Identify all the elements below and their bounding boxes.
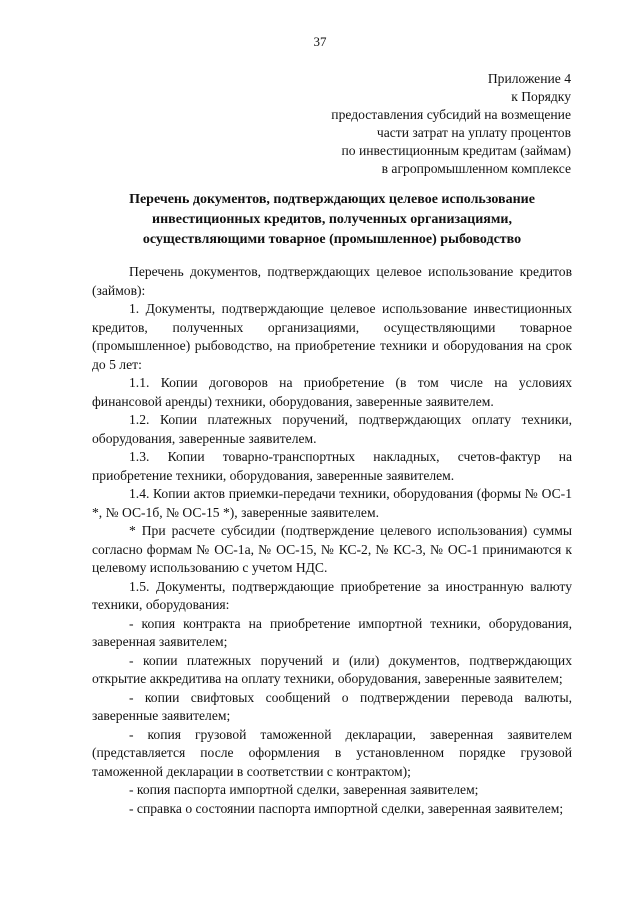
paragraph: 1.2. Копии платежных поручений, подтверждающих оплату техники, оборудования, заверенные заявителем.: [92, 412, 572, 446]
appendix-line: в агропромышленном комплексе: [381, 161, 571, 176]
paragraph: Перечень документов, подтверждающих целевое использование кредитов (займов):: [92, 264, 572, 298]
list-item: - копия паспорта импортной сделки, заверенная заявителем;: [129, 782, 479, 797]
paragraph: 1. Документы, подтверждающие целевое использование инвестиционных кредитов, полученных организациями, осуществляющими товарное (промышленное) рыбоводство, на приобретение техники и оборудования на срок до 5 лет:: [92, 301, 572, 372]
list-item: - копии платежных поручений и (или) документов, подтверждающих открытие аккредитива на оплату техники, оборудования, заверенные заявителем;: [92, 652, 572, 686]
document-body: [92, 263, 572, 818]
paragraph: 1.3. Копии товарно-транспортных накладных, счетов-фактур на приобретение техники, оборудования, заверенные заявителем.: [92, 449, 572, 483]
list-item: - справка о состоянии паспорта импортной сделки, заверенная заявителем;: [129, 800, 564, 816]
paragraph: 1.5. Документы, подтверждающие приобретение за иностранную валюту техники, оборудования:: [92, 578, 572, 612]
appendix-line: по инвестиционным кредитам (займам): [341, 143, 571, 158]
appendix-line: части затрат на уплату процентов: [376, 125, 571, 140]
page-number: 37: [313, 34, 327, 49]
paragraph: 1.4. Копии актов приемки-передачи техники, оборудования (формы № ОС-1 *, № ОС-1б, № ОС-15 *), заверенные заявителем.: [92, 486, 572, 520]
document-title: Перечень документов, подтверждающих целевое использование инвестиционных кредитов, полученных организациями, осуществляющими товарное (промышленное) рыбоводство: [129, 192, 535, 247]
appendix-header: [331, 70, 571, 178]
appendix-line: к Порядку: [511, 89, 571, 104]
list-item: - копия контракта на приобретение импортной техники, оборудования, заверенная заявителем;: [92, 615, 572, 649]
paragraph: * При расчете субсидии (подтверждение целевого использования) суммы согласно формам № ОС-1а, № ОС-15, № КС-2, № КС-3, № ОС-1 принимаются к целевому использованию с учетом НДС.: [92, 523, 572, 575]
paragraph: 1.1. Копии договоров на приобретение (в том числе на условиях финансовой аренды) техники, оборудования, заверенные заявителем.: [92, 375, 572, 409]
list-item: - копия грузовой таможенной декларации, заверенная заявителем (представляется после оформления в установленном порядке грузовой таможенной декларации в соответствии с контрактом);: [92, 726, 572, 779]
appendix-line: Приложение 4: [487, 71, 571, 86]
appendix-line: предоставления субсидий на возмещение: [331, 107, 571, 122]
list-item: - копии свифтовых сообщений о подтверждении перевода валюты, заверенные заявителем;: [92, 689, 572, 723]
